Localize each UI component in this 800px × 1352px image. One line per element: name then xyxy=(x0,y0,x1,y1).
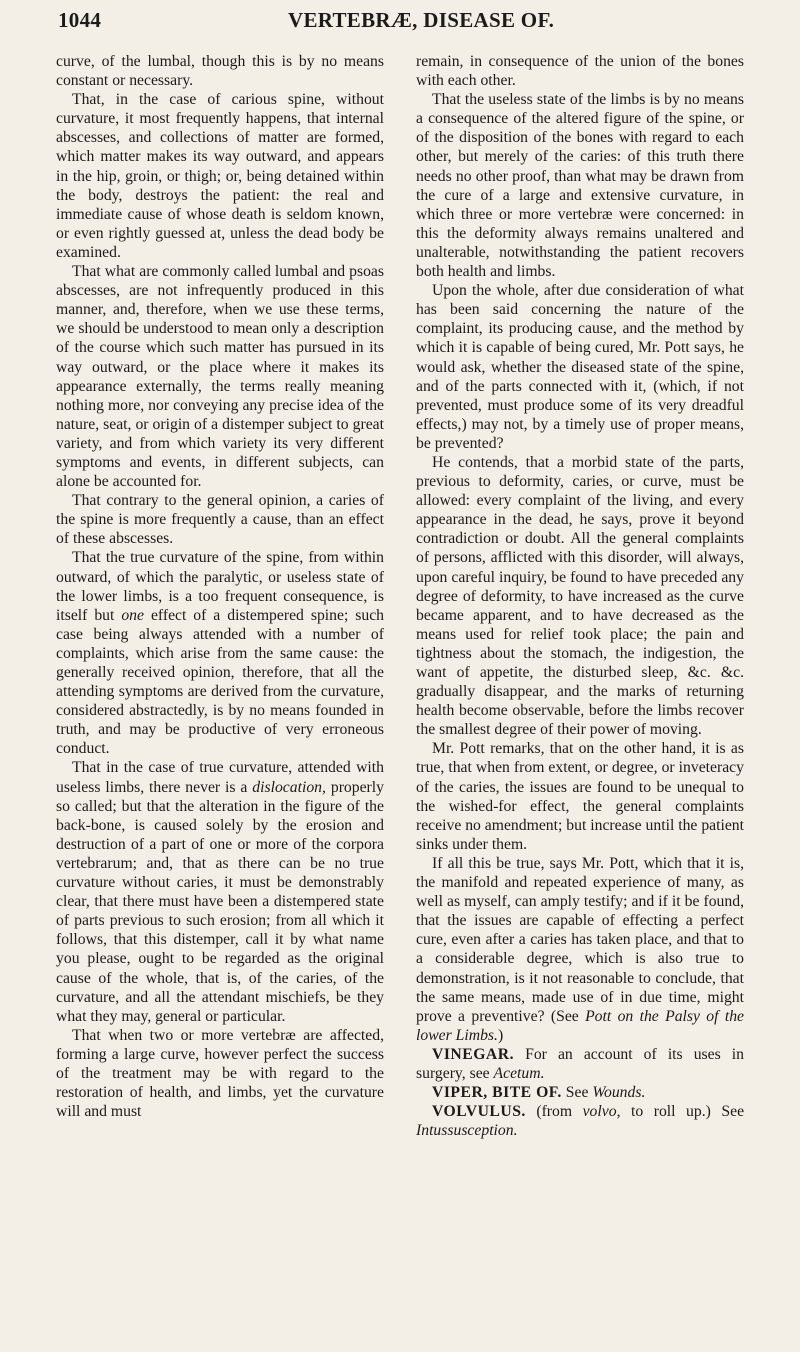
paragraph: He contends, that a morbid state of the parts, previous to deformity, caries, or curve, must be allowed: every complaint of the living, and every appearance in the dead, he says, prove it beyond contradiction or doubt. All the general complaints of persons, afflicted with this disorder, will always, upon careful inquiry, be found to have preceded any degree of deformity, to have increased as the curve became apparent, and to have decreased as the means used for relief took place; the pain and tightness about the stomach, the indigestion, the want of appetite, the disturbed sleep, &c. &c. gradually disappear, and the marks of returning health become observable, before the limbs recover the smallest degree of their power of moving. xyxy=(416,453,744,739)
page-header xyxy=(58,8,778,40)
cross-reference-link[interactable]: Acetum. xyxy=(493,1064,545,1082)
entry-text: to roll up.) xyxy=(631,1103,711,1121)
paragraph xyxy=(416,854,744,1045)
text-run: properly so called; but that the alteration in the figure of the back-bone, is caused solely by the erosion and destruction of a part of one or more of the corpora vertebrarum; and, that as there can be no true curvature without caries, it must be demonstrably clear, that there must have been a distempered state of parts previous to such erosion; from all which it follows, that this distemper, call it by what name you please, ought to be regarded as the original cause of the whole, that is, of the caries, of the curvature, and all the attendant mischiefs, be they what they may, general or particular. xyxy=(56,778,384,1025)
paragraph: That when two or more vertebræ are affected, forming a large curve, however perfect the success of the treatment may be with regard to the restoration of health, and limbs, yet the curvature will and must xyxy=(56,1026,384,1121)
cross-reference-link[interactable]: Wounds. xyxy=(592,1084,646,1102)
paragraph: curve, of the lumbal, though this is by no means constant or necessary. xyxy=(56,53,384,90)
paragraph xyxy=(56,548,384,758)
text-run: That in the case of true curvature, attended with useless limbs, there never is a xyxy=(56,759,384,796)
paragraph: Mr. Pott remarks, that on the other hand, it is as true, that when from extent, or degree, or inveteracy of the caries, the issues are found to be unequal to the wished-for effect, the general complaints receive no amendment; but increase until the patient sinks under them. xyxy=(416,740,745,853)
entry-text: See xyxy=(721,1103,745,1121)
etymology: volvo, xyxy=(582,1103,621,1121)
paragraph: Upon the whole, after due consideration of what has been said concerning the nature of the complaint, its producing cause, and the method by which it is capable of being cured, Mr. Pott says, he would ask, whether the diseased state of the spine, and of the parts connected with it, (which, if not prevented, must produce some of its very dreadful effects,) may not, by a timely use of proper means, be prevented? xyxy=(416,282,744,452)
paragraph: remain, in consequence of the union of the bones with each other. xyxy=(416,53,744,90)
headword: VINEGAR. xyxy=(432,1045,515,1063)
text-run: effect of a distempered spine; such case being always attended with a number of complaints, which arise from the same cause: the generally received opinion, therefore, that all the attending symptoms are derived from the curvature, considered abstractedly, is by no means founded in truth, and may be productive of very erroneous conduct. xyxy=(56,606,385,758)
paragraph: That the useless state of the limbs is by no means a consequence of the altered figure of the spine, or of the disposition of the bones with regard to each other, but merely of the caries: of this truth there needs no other proof, than what may be drawn from the cure of a large and extensive curvature, in which three or more vertebræ were concerned: in this the deformity always remains unaltered and unalterable, notwithstanding the patient recovers both health and limbs. xyxy=(416,91,744,281)
entry-text: See xyxy=(565,1084,589,1102)
headword: VIPER, BITE OF. xyxy=(432,1084,562,1102)
emphasis: dislocation, xyxy=(252,778,326,796)
right-column xyxy=(416,52,744,1140)
paragraph: That, in the case of carious spine, without curvature, it most frequently happens, that internal abscesses, and collections of matter are formed, which matter makes its way outward, and appears in the hip, groin, or thigh; or, being detained within the body, destroys the patient: the real and immediate cause of whose death is seldom known, or even rightly guessed at, unless the dead body be examined. xyxy=(56,91,384,261)
paragraph xyxy=(56,758,384,1025)
dictionary-entry-viper xyxy=(416,1083,744,1102)
text-run: If all this be true, says Mr. Pott, which that it is, the manifold and repeated experience of many, as well as myself, can amply testify; and if it be found, that the issues are capable of effecting a perfect cure, even after a caries has taken place, and that to a considerable degree, which is also true to demonstration, is it not reasonable to conclude, that the same means, made use of in due time, might prove a preventive? (See xyxy=(416,854,744,1025)
cross-reference-link[interactable]: Intussusception. xyxy=(416,1122,518,1140)
paragraph: That contrary to the general opinion, a caries of the spine is more frequently a cause, than an effect of these abscesses. xyxy=(56,492,384,548)
headword: VOLVULUS. xyxy=(432,1103,526,1121)
running-head: VERTEBRÆ, DISEASE OF. xyxy=(288,8,555,32)
emphasis: Pott on the Palsy of the lower Limbs. xyxy=(416,1007,745,1044)
dictionary-entry-vinegar xyxy=(416,1045,744,1083)
entry-text: For an account of its uses in surgery, see xyxy=(416,1045,744,1082)
page-number: 1044 xyxy=(58,8,102,32)
dictionary-entry-volvulus xyxy=(416,1102,744,1140)
paragraph: That what are commonly called lumbal and psoas abscesses, are not infrequently produced in this manner, and, therefore, when we use these terms, we should be understood to mean only a description of the course which such matter has pursued in its way outward, or the place where it makes its appearance externally, the terms really meaning nothing more, nor conveying any precise idea of the nature, seat, or origin of a distemper subject to great variety, and from which variety its very different symptoms and events, in different subjects, can alone be accounted for. xyxy=(56,263,384,491)
left-column xyxy=(56,52,384,1121)
emphasis: one xyxy=(121,606,144,624)
text-run: That the true curvature of the spine, from within outward, of which the paralytic, or useless state of the lower limbs, is a too frequent consequence, is itself but xyxy=(56,549,384,624)
entry-text: (from xyxy=(536,1103,573,1121)
text-run: ) xyxy=(497,1026,504,1044)
